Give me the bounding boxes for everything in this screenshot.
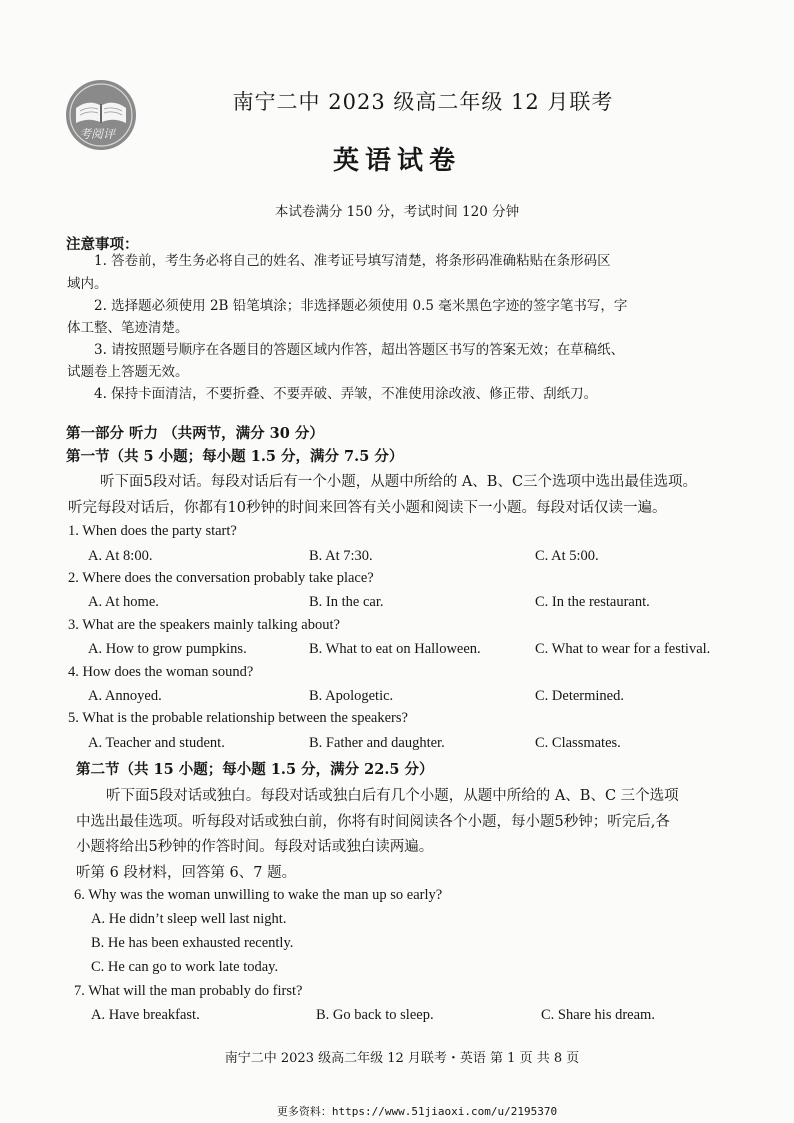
option-c: C. What to wear for a festival.	[535, 641, 711, 657]
section2-title: 第二节（共 15 小题；每小题 1.5 分，满分 22.5 分）	[76, 761, 434, 778]
option-a: A. He didn’t sleep well last night.	[91, 911, 287, 927]
option-c: C. Share his dream.	[541, 1007, 655, 1023]
option-c: C. Classmates.	[535, 735, 621, 751]
option-a: A. Have breakfast.	[91, 1007, 200, 1023]
notice-title: 注意事项：	[66, 236, 139, 253]
notice-line: 试题卷上答题无效。	[67, 364, 189, 380]
option-a: A. At home.	[88, 594, 159, 610]
notice-line: 2. 选择题必须使用 2B 铅笔填涂；非选择题必须使用 0.5 毫米黑色字迹的签字笔书写，字	[94, 298, 628, 314]
notice-line: 1. 答卷前，考生务必将自己的姓名、准考证号填写清楚，将条形码准确粘贴在条形码区	[94, 253, 611, 269]
option-a: A. Teacher and student.	[88, 735, 225, 751]
option-b: B. In the car.	[309, 594, 384, 610]
option-a: A. How to grow pumpkins.	[88, 641, 247, 657]
logo-text: 考阅评	[79, 127, 116, 141]
question-stem: 5. What is the probable relationship between the speakers?	[68, 710, 408, 726]
option-c: C. He can go to work late today.	[91, 959, 279, 975]
option-b: B. Apologetic.	[309, 688, 394, 704]
resource-link[interactable]: 更多资料：https://www.51jiaoxi.com/u/2195370	[276, 1105, 558, 1118]
option-b: B. He has been exhausted recently.	[91, 935, 294, 951]
option-c: C. At 5:00.	[535, 548, 599, 564]
page-footer: 南宁二中 2023 级高二年级 12 月联考・英语 第 1 页 共 8 页	[224, 1051, 580, 1066]
section2-directions: 小题将给出5秒钟的作答时间。每段对话或独白读两遍。	[76, 839, 434, 855]
option-a: A. Annoyed.	[88, 688, 162, 704]
question-stem: 4. How does the woman sound?	[68, 664, 254, 680]
notice-line: 3. 请按照题号顺序在各题目的答题区域内作答，超出答题区书写的答案无效；在草稿纸、	[94, 342, 625, 358]
notice-line: 域内。	[67, 276, 108, 292]
section1-directions: 听下面5段对话。每段对话后有一个小题，从题中所给的 A、B、C三个选项中选出最佳选项。	[100, 474, 698, 490]
option-b: B. At 7:30.	[309, 548, 373, 564]
question-stem: 1. When does the party start?	[68, 523, 237, 539]
section1-directions: 听完每段对话后，你都有10秒钟的时间来回答有关小题和阅读下一小题。每段对话仅读一遍。	[68, 500, 667, 516]
subject-title: 英语试卷	[332, 146, 461, 176]
section2-directions: 听下面5段对话或独白。每段对话或独白后有几个小题，从题中所给的 A、B、C 三个选项	[106, 788, 679, 804]
option-b: B. Father and daughter.	[309, 735, 445, 751]
option-b: B. Go back to sleep.	[316, 1007, 434, 1023]
question-stem: 7. What will the man probably do first?	[74, 983, 303, 999]
option-a: A. At 8:00.	[88, 548, 153, 564]
question-stem: 6. Why was the woman unwilling to wake the man up so early?	[74, 887, 443, 903]
option-c: C. Determined.	[535, 688, 624, 704]
notice-line: 体工整、笔迹清楚。	[67, 320, 189, 336]
part1-title: 第一部分 听力 （共两节，满分 30 分）	[66, 425, 324, 442]
material-note: 听第 6 段材料，回答第 6、7 题。	[76, 865, 297, 881]
question-stem: 3. What are the speakers mainly talking about?	[68, 617, 340, 633]
section1-title: 第一节（共 5 小题；每小题 1.5 分，满分 7.5 分）	[66, 448, 404, 465]
exam-info: 本试卷满分 150 分，考试时间 120 分钟	[274, 204, 520, 220]
section2-directions: 中选出最佳选项。听每段对话或独白前，你将有时间阅读各个小题，每小题5秒钟；听完后,各	[76, 814, 670, 830]
option-c: C. In the restaurant.	[535, 594, 650, 610]
notice-line: 4. 保持卡面清洁，不要折叠、不要弄破、弄皱，不准使用涂改液、修正带、刮纸刀。	[94, 386, 598, 402]
exam-title: 南宁二中 2023 级高二年级 12 月联考	[232, 90, 614, 114]
option-b: B. What to eat on Halloween.	[309, 641, 481, 657]
question-stem: 2. Where does the conversation probably take place?	[68, 570, 374, 586]
